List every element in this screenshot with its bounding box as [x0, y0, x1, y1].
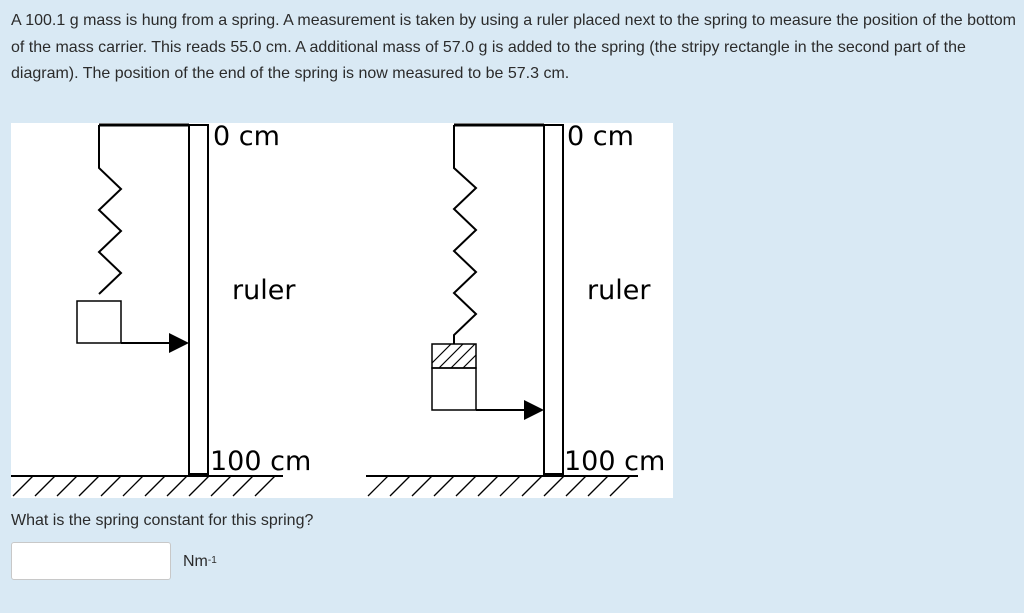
- answer-unit: [183, 553, 217, 571]
- left-ground-hatching: [13, 476, 275, 496]
- unit-base: Nm: [183, 553, 208, 570]
- right-pointer-arrowhead: [524, 400, 544, 420]
- spring-diagram: [11, 123, 673, 498]
- left-pointer-arrowhead: [169, 333, 189, 353]
- left-ruler-bottom-label: 100 cm: [210, 446, 312, 477]
- left-ruler: [189, 125, 208, 474]
- answer-input[interactable]: [11, 542, 171, 580]
- right-ruler-name-label: ruler: [587, 275, 651, 306]
- problem-statement: A 100.1 g mass is hung from a spring. A measurement is taken by using a ruler placed next to the spring to measure the position of the bottom of the mass carrier. This reads 55.0 cm. A additional mass of 57.0 g is added to the spring (the stripy rectangle in the second part of the diagram). The position of the end of the spring is now measured to be 57.3 cm.: [11, 12, 1017, 82]
- left-ruler-top-label: 0 cm: [213, 121, 280, 152]
- spring-diagram-drawing: [11, 123, 673, 498]
- left-ruler-name-label: ruler: [232, 275, 296, 306]
- right-ground-hatching: [368, 476, 630, 496]
- right-mass-carrier: [432, 368, 476, 410]
- question-text: What is the spring constant for this spring?: [11, 512, 314, 529]
- left-mass-carrier: [77, 301, 121, 343]
- right-ruler-bottom-label: 100 cm: [564, 446, 666, 477]
- right-spring-setup: [366, 121, 638, 496]
- right-spring: [454, 125, 476, 344]
- right-added-mass-stripes: [432, 344, 476, 368]
- right-ruler: [544, 125, 563, 474]
- left-spring: [99, 125, 121, 294]
- unit-exponent: -1: [207, 555, 217, 566]
- right-ruler-top-label: 0 cm: [567, 121, 634, 152]
- left-spring-setup: [11, 121, 283, 496]
